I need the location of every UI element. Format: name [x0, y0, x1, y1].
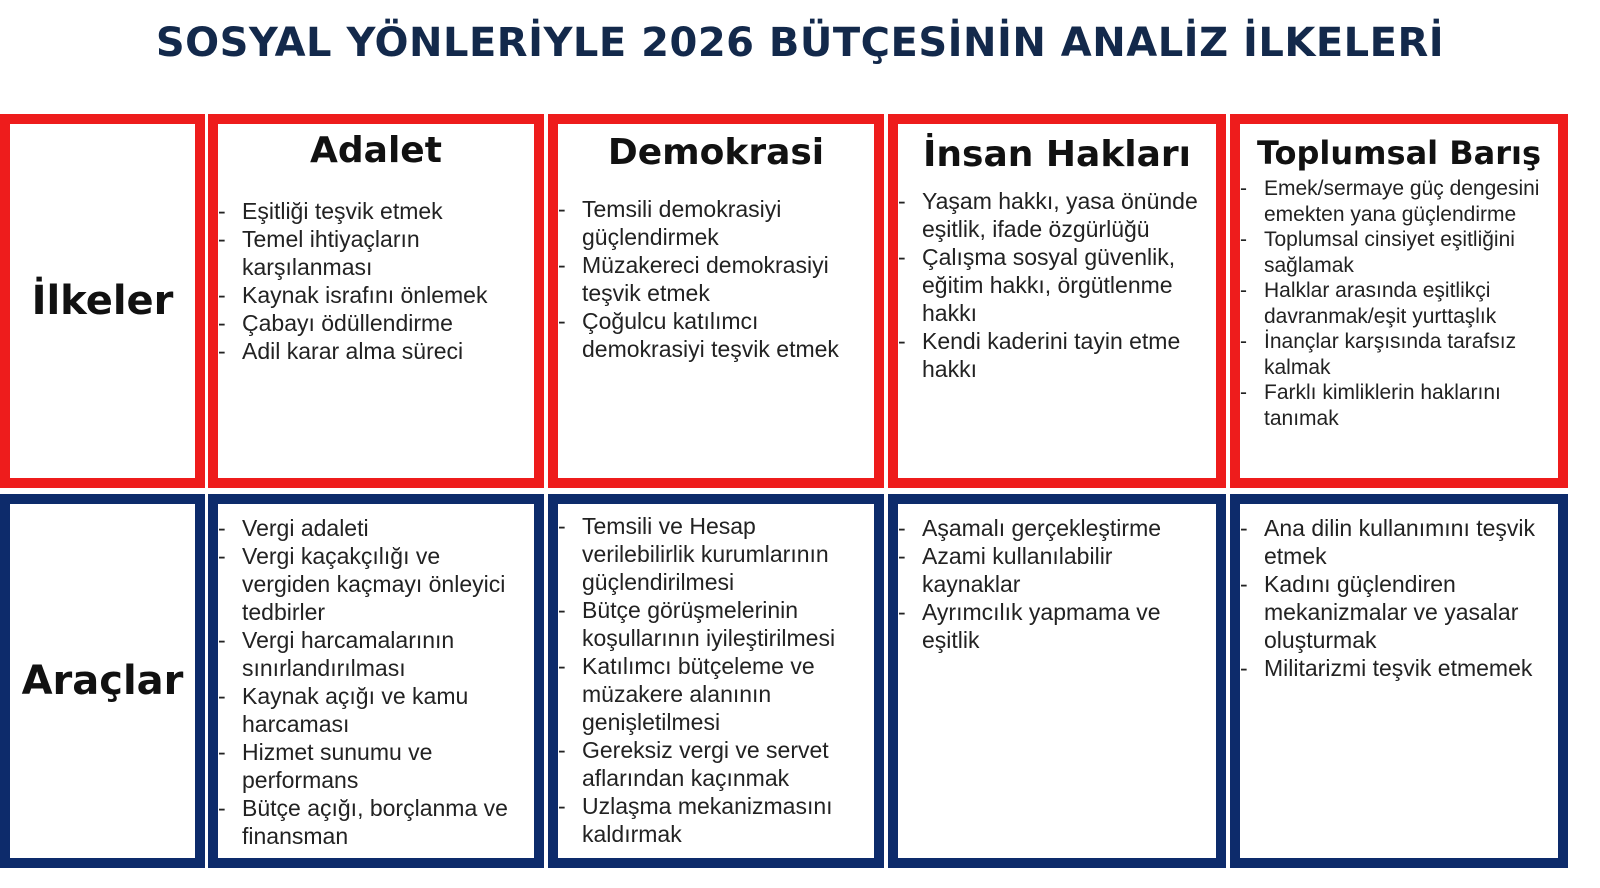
list-demokrasi-araclar	[558, 512, 872, 848]
list-item: - Temsili ve Hesap verilebilirlik kurumlarının güçlendirilmesi	[558, 512, 872, 596]
list-item: - Militarizmi teşvik etmemek	[1240, 654, 1554, 682]
list-item: - Kendi kaderini tayin etme hakkı	[898, 327, 1212, 383]
list-item: - Vergi harcamalarının sınırlandırılması	[218, 626, 526, 682]
list-item: - Farklı kimliklerin haklarını tanımak	[1240, 380, 1556, 431]
list-item: - Uzlaşma mekanizmasını kaldırmak	[558, 792, 872, 848]
list-item: - Gereksiz vergi ve servet aflarından kaçınmak	[558, 736, 872, 792]
cell-insan-haklari-araclar	[888, 494, 1226, 868]
list-adalet-araclar	[218, 514, 526, 850]
list-toplumsal-baris-ilkeler	[1240, 176, 1556, 431]
page-title: SOSYAL YÖNLERİYLE 2026 BÜTÇESİNİN ANALİZ İLKELERİ	[155, 20, 1445, 66]
row-label-ilkeler-text: İlkeler	[31, 278, 174, 324]
cell-adalet-araclar	[208, 494, 544, 868]
list-item: - Katılımcı bütçeleme ve müzakere alanının genişletilmesi	[558, 652, 872, 736]
list-item: - Halklar arasında eşitlikçi davranmak/eşit yurttaşlık	[1240, 278, 1556, 329]
row-label-ilkeler	[0, 114, 205, 488]
list-insan-haklari-ilkeler	[898, 187, 1212, 383]
column-heading-adalet: Adalet	[310, 130, 442, 171]
cell-adalet-ilkeler	[208, 114, 544, 488]
list-item: - Kaynak açığı ve kamu harcaması	[218, 682, 526, 738]
list-item: - Temsili demokrasiyi güçlendirmek	[558, 195, 870, 251]
list-item: - Kadını güçlendiren mekanizmalar ve yasalar oluşturmak	[1240, 570, 1554, 654]
cell-insan-haklari-ilkeler	[888, 114, 1226, 488]
list-item: - Çalışma sosyal güvenlik, eğitim hakkı, örgütlenme hakkı	[898, 243, 1212, 327]
list-item: - Ayrımcılık yapmama ve eşitlik	[898, 598, 1212, 654]
cell-toplumsal-baris-ilkeler	[1230, 114, 1568, 488]
list-item: - Yaşam hakkı, yasa önünde eşitlik, ifade özgürlüğü	[898, 187, 1212, 243]
cell-demokrasi-araclar	[548, 494, 884, 868]
list-toplumsal-baris-araclar	[1240, 514, 1554, 682]
cell-toplumsal-baris-araclar	[1230, 494, 1568, 868]
list-item: - Azami kullanılabilir kaynaklar	[898, 542, 1212, 598]
list-item: - Eşitliği teşvik etmek	[218, 197, 526, 225]
list-item: - İnançlar karşısında tarafsız kalmak	[1240, 329, 1556, 380]
column-heading-insan-haklari: İnsan Hakları	[923, 134, 1191, 175]
list-item: - Vergi adaleti	[218, 514, 526, 542]
list-item: - Hizmet sunumu ve performans	[218, 738, 526, 794]
list-item: - Toplumsal cinsiyet eşitliğini sağlamak	[1240, 227, 1556, 278]
list-item: - Çabayı ödüllendirme	[218, 309, 526, 337]
column-heading-toplumsal-baris: Toplumsal Barış	[1256, 134, 1542, 172]
list-item: - Kaynak israfını önlemek	[218, 281, 526, 309]
list-item: - Temel ihtiyaçların karşılanması	[218, 225, 526, 281]
list-item: - Aşamalı gerçekleştirme	[898, 514, 1212, 542]
row-label-araclar-text: Araçlar	[21, 658, 184, 704]
list-demokrasi-ilkeler	[558, 195, 870, 363]
list-item: - Emek/sermaye güç dengesini emekten yana güçlendirme	[1240, 176, 1556, 227]
list-item: - Bütçe açığı, borçlanma ve finansman	[218, 794, 526, 850]
list-item: - Ana dilin kullanımını teşvik etmek	[1240, 514, 1554, 570]
list-item: - Adil karar alma süreci	[218, 337, 526, 365]
list-item: - Çoğulcu katılımcı demokrasiyi teşvik etmek	[558, 307, 870, 363]
cell-demokrasi-ilkeler	[548, 114, 884, 488]
row-label-araclar	[0, 494, 205, 868]
list-item: - Bütçe görüşmelerinin koşullarının iyileştirilmesi	[558, 596, 872, 652]
list-insan-haklari-araclar	[898, 514, 1212, 654]
list-adalet-ilkeler	[218, 197, 526, 365]
column-heading-demokrasi: Demokrasi	[607, 132, 825, 173]
list-item: - Müzakereci demokrasiyi teşvik etmek	[558, 251, 870, 307]
list-item: - Vergi kaçakçılığı ve vergiden kaçmayı önleyici tedbirler	[218, 542, 526, 626]
